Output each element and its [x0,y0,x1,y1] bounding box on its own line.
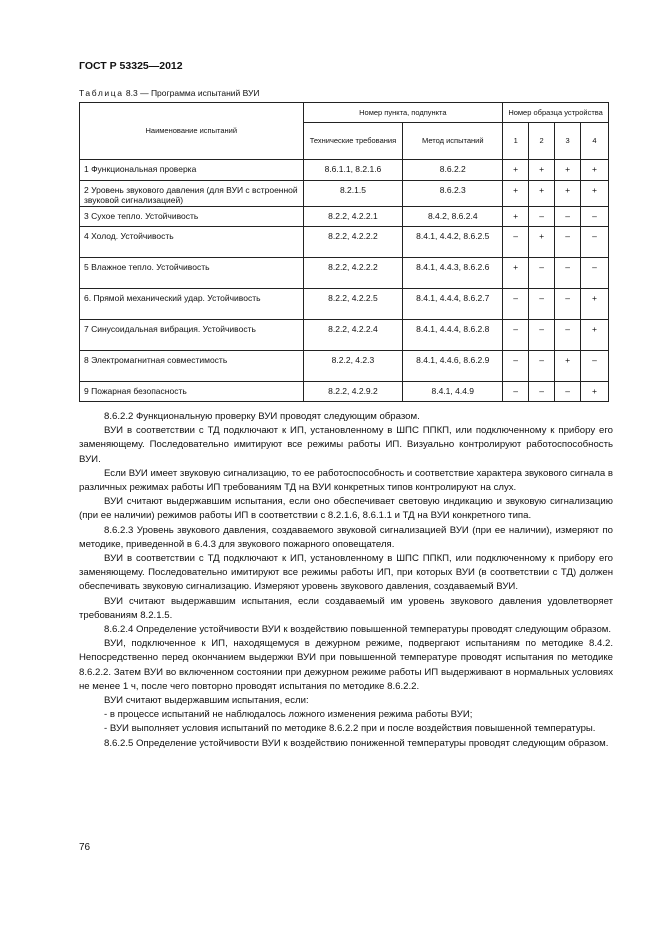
paragraph: ВУИ считают выдержавшим испытания, если создаваемый им уровень звукового давления удовлетворяет требованиям 8.2.1.5. [79,595,613,621]
table-row [80,207,609,227]
sample-3-cell: + [555,181,581,207]
header-technical-requirements: Технические требования [303,123,403,160]
header-sample-1: 1 [503,123,529,160]
test-name-cell: 6. Прямой механический удар. Устойчивость [80,289,304,320]
sample-1-cell: + [503,181,529,207]
paragraph: ВУИ, подключенное к ИП, находящемуся в дежурном режиме, подвергают испытаниям по методике 8.4.2. Непосредственно перед окончанием выдержки ВУИ при повышенной температуре проводят испытания по методике 8.6.2.2. Затем ВУИ во включенном состоянии при дежурном режиме работы ИП выдерживают в нормальных условиях не менее 1 ч, после чего повторно проводят испытания по методике 8.6.2.2. [79,638,613,692]
paragraph: 8.6.2.2 Функциональную проверку ВУИ проводят следующим образом. [104,411,420,422]
test-name-cell: 1 Функциональная проверка [80,160,304,181]
sample-2-cell: – [529,258,555,289]
table-row [80,258,609,289]
sample-4-cell: – [581,227,609,258]
sample-1-cell: – [503,289,529,320]
table-row [80,227,609,258]
requirements-cell: 8.2.2, 4.2.2.2 [303,227,403,258]
method-cell: 8.4.1, 4.4.2, 8.6.2.5 [403,227,503,258]
body-text [79,410,613,751]
requirements-cell: 8.2.2, 4.2.9.2 [303,382,403,402]
standard-number: ГОСТ Р 53325—2012 [79,60,183,72]
list-item: - в процессе испытаний не наблюдалось ложного изменения режима работы ВУИ; [104,709,473,721]
table-row [80,289,609,320]
list-item: - ВУИ выполняет условия испытаний по методике 8.6.2.2 при и после воздействия повышенной температуры. [104,723,596,735]
method-cell: 8.6.2.2 [403,160,503,181]
test-name-cell: 8 Электромагнитная совместимость [80,351,304,382]
method-cell: 8.4.1, 4.4.4, 8.6.2.7 [403,289,503,320]
sample-3-cell: – [555,258,581,289]
sample-2-cell: – [529,320,555,351]
sample-3-cell: – [555,320,581,351]
sample-2-cell: – [529,382,555,402]
header-sample-number: Номер образца устройства [503,103,609,123]
sample-2-cell: – [529,351,555,382]
requirements-cell: 8.2.1.5 [303,181,403,207]
paragraph: 8.6.2.5 Определение устойчивости ВУИ к воздействию пониженной температуры проводят следующим образом. [104,737,609,749]
sample-4-cell: + [581,181,609,207]
test-name-cell: 3 Сухое тепло. Устойчивость [80,207,304,227]
requirements-cell: 8.2.2, 4.2.2.5 [303,289,403,320]
sample-3-cell: + [555,160,581,181]
sample-1-cell: – [503,227,529,258]
requirements-cell: 8.2.2, 4.2.2.1 [303,207,403,227]
sample-1-cell: – [503,320,529,351]
sample-2-cell: – [529,289,555,320]
method-cell: 8.4.1, 4.4.6, 8.6.2.9 [403,351,503,382]
sample-2-cell: + [529,181,555,207]
header-sample-2: 2 [529,123,555,160]
test-name-cell: 4 Холод. Устойчивость [80,227,304,258]
method-cell: 8.4.2, 8.6.2.4 [403,207,503,227]
sample-1-cell: – [503,351,529,382]
sample-4-cell: + [581,382,609,402]
sample-3-cell: – [555,382,581,402]
sample-2-cell: + [529,227,555,258]
paragraph: ВУИ считают выдержавшим испытания, если: [104,695,309,707]
sample-2-cell: + [529,160,555,181]
method-cell: 8.4.1, 4.4.9 [403,382,503,402]
paragraph: 8.6.2.4 Определение устойчивости ВУИ к воздействию повышенной температуры проводят следующим образом. [104,624,612,636]
sample-3-cell: – [555,207,581,227]
requirements-cell: 8.2.2, 4.2.3 [303,351,403,382]
page-number: 76 [79,842,91,853]
sample-4-cell: – [581,351,609,382]
header-test-method: Метод испытаний [403,123,503,160]
test-program-table [79,102,609,402]
test-name-cell: 9 Пожарная безопасность [80,382,304,402]
paragraph: ВУИ в соответствии с ТД подключают к ИП, установленному в ШПС ППКП, или подключенному к прибору его заменяющему. Последовательно имитируют все режимы работы ИП, при которых ВУИ (в соответствии с ТД) должен обеспечивать звуковую сигнализацию. Измеряют уровень звукового давления, создаваемый ВУИ. [79,553,613,593]
sample-1-cell: + [503,160,529,181]
table-row [80,320,609,351]
table-caption-label: Таблица [79,88,124,98]
table-row [80,351,609,382]
sample-1-cell: + [503,258,529,289]
sample-1-cell: + [503,207,529,227]
header-sample-3: 3 [555,123,581,160]
table-row [80,382,609,402]
sample-4-cell: + [581,320,609,351]
sample-1-cell: – [503,382,529,402]
test-name-cell: 5 Влажное тепло. Устойчивость [80,258,304,289]
requirements-cell: 8.6.1.1, 8.2.1.6 [303,160,403,181]
requirements-cell: 8.2.2, 4.2.2.2 [303,258,403,289]
table-row [80,181,609,207]
sample-4-cell: – [581,258,609,289]
requirements-cell: 8.2.2, 4.2.2.4 [303,320,403,351]
sample-4-cell: + [581,160,609,181]
sample-3-cell: – [555,289,581,320]
paragraph: ВУИ в соответствии с ТД подключают к ИП, установленному в ШПС ППКП, или подключенному к прибору его заменяющему. Последовательно имитируют все режимы работы ИП. Визуально контролируют работоспособность ВУИ. [79,425,613,465]
method-cell: 8.6.2.3 [403,181,503,207]
test-name-cell: 7 Синусоидальная вибрация. Устойчивость [80,320,304,351]
sample-2-cell: – [529,207,555,227]
sample-3-cell: – [555,227,581,258]
method-cell: 8.4.1, 4.4.3, 8.6.2.6 [403,258,503,289]
paragraph: 8.6.2.3 Уровень звукового давления, создаваемого звуковой сигнализацией ВУИ (при ее наличии), измеряют по методике, приведенной в 6.4.3 для звукового пожарного оповещателя. [79,524,613,550]
paragraph: ВУИ считают выдержавшим испытания, если оно обеспечивает световую индикацию и звуковую сигнализацию (при ее наличии) режимов работы ИП в соответствии с 8.2.1.6, 8.6.1.1 и ТД на ВУИ конкретного типа. [79,496,613,522]
table-caption [79,88,260,98]
sample-4-cell: + [581,289,609,320]
sample-4-cell: – [581,207,609,227]
table-row [80,160,609,181]
header-test-name: Наименование испытаний [80,103,304,160]
test-name-cell: 2 Уровень звукового давления (для ВУИ с встроенной звуковой сигнализацией) [80,181,304,207]
sample-3-cell: + [555,351,581,382]
method-cell: 8.4.1, 4.4.4, 8.6.2.8 [403,320,503,351]
paragraph: Если ВУИ имеет звуковую сигнализацию, то ее работоспособность и соответствие характера звукового сигнала в различных режимах работы ИП требованиям ТД на ВУИ конкретных типов контролируют на слух. [79,467,613,494]
header-point-number: Номер пункта, подпункта [303,103,503,123]
header-sample-4: 4 [581,123,609,160]
table-caption-text: 8.3 — Программа испытаний ВУИ [125,88,260,98]
